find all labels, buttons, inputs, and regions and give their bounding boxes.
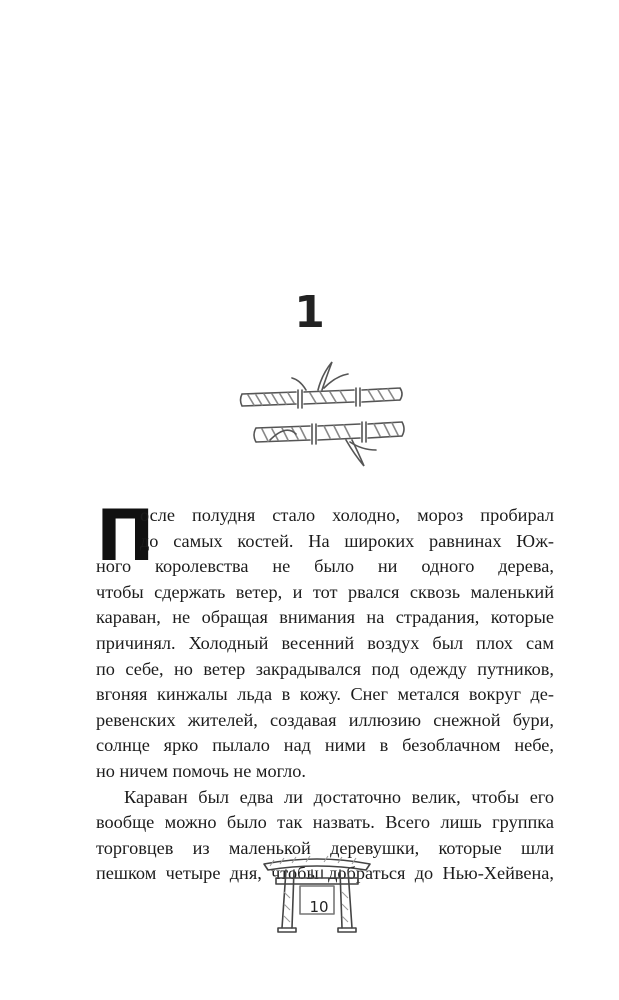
text-line: Караван был едва ли достаточно велик, чтобы его [124, 786, 554, 807]
drop-cap: П [96, 495, 155, 577]
text-line: ного королевства не было ни одного дерева, [96, 556, 554, 577]
paragraph-1 [96, 495, 554, 785]
bamboo-icon [236, 354, 406, 470]
text-line: торговцев из маленькой деревушки, которые шли [96, 837, 554, 858]
text-line: вообще можно было так назвать. Всего лишь группка [96, 812, 554, 833]
text-line: ревенских жителей, создавая иллюзию снежной бури, [96, 709, 554, 730]
body-text [96, 495, 554, 887]
text-line: вгоняя кинжалы льда в кожу. Снег метался вокруг де- [96, 684, 554, 705]
chapter-number: 1 [294, 287, 325, 338]
text-line: чтобы сдержать ветер, и тот рвался сквозь маленький [96, 581, 554, 602]
text-line: причинял. Холодный весенний воздух был плох сам [96, 632, 554, 653]
torii-gate-icon [262, 852, 372, 934]
text-line: солнце ярко пылало над ними в безоблачном небе, [96, 735, 554, 756]
text-line: пешком четыре дня, чтобы добраться до Нью-Хейвена, [96, 863, 554, 884]
text-line: осле полудня стало холодно, мороз пробирал [140, 505, 554, 525]
page-number: 10 [309, 898, 329, 916]
text-line: караван, не обращая внимания на страдания, которые [96, 607, 554, 628]
text-line: по себе, но ветер закрадывался под одежду путников, [96, 658, 554, 679]
text-line: до самых костей. На широких равнинах Юж- [140, 530, 554, 551]
text-line: но ничем помочь не могло. [96, 760, 307, 781]
